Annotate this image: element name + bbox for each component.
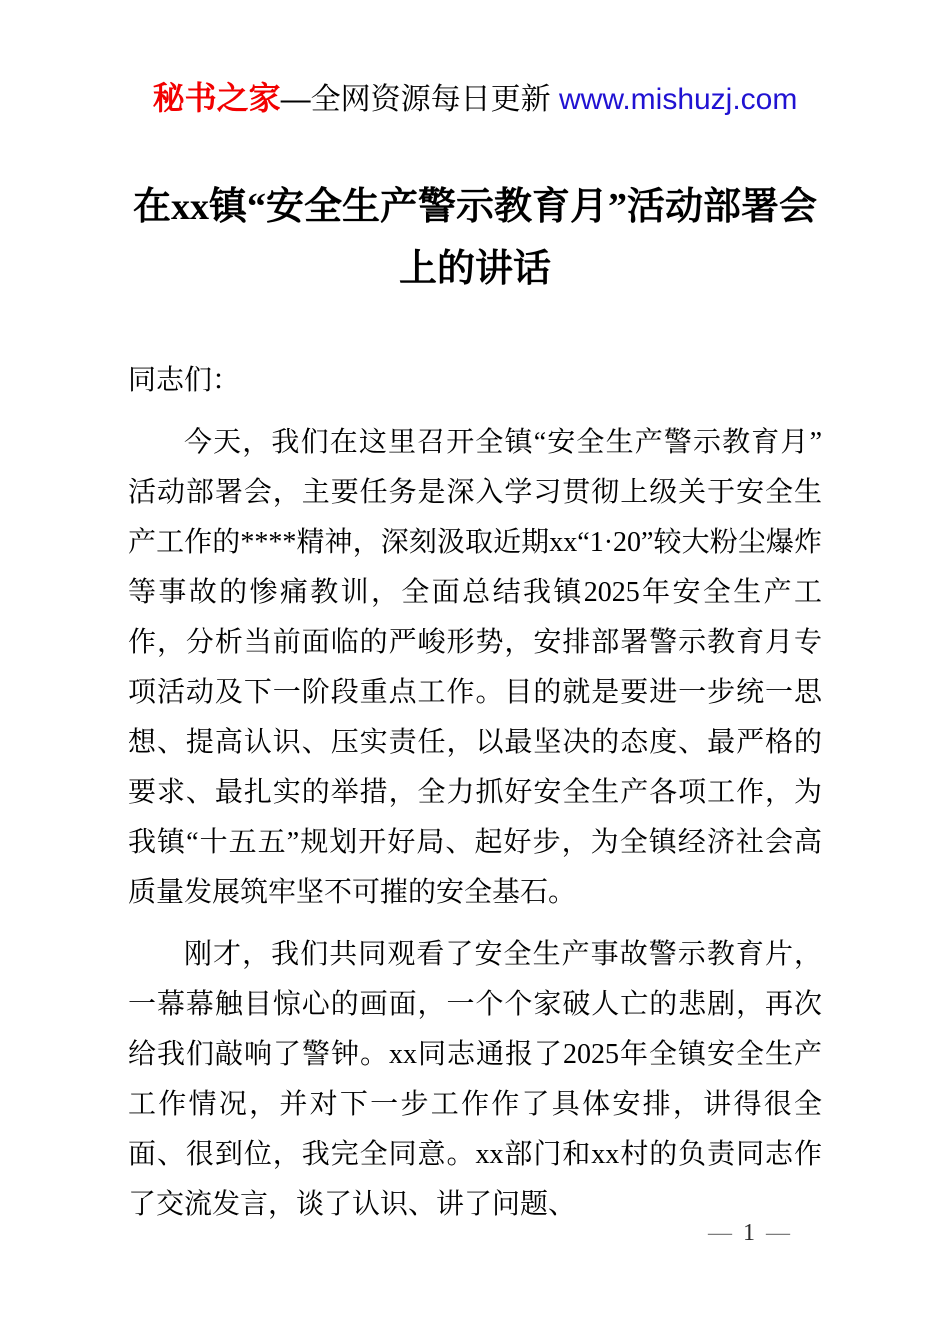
title-line-2: 上的讲话 xyxy=(398,248,551,290)
salutation: 同志们： xyxy=(128,365,241,396)
document-body xyxy=(128,356,822,1230)
document-title xyxy=(110,176,840,300)
paragraph-2: 刚才，我们共同观看了安全生产事故警示教育片，一幕幕触目惊心的画面，一个个家破人亡的悲剧，再次给我们敲响了警钟。xx同志通报了2025年全镇安全生产工作情况，并对下一步工作作了具体安排，讲得很全面、很到位，我完全同意。xx部门和xx村的负责同志作了交流发言，谈了认识、讲了问题、 xyxy=(128,939,822,1220)
site-url-link[interactable]: www.mishuzj.com xyxy=(558,83,798,116)
title-line-1: 在xx镇“安全生产警示教育月”活动部署会 xyxy=(132,186,817,228)
footer-dash-right: — xyxy=(766,1220,792,1246)
site-header xyxy=(0,0,950,120)
footer-dash-left: — xyxy=(708,1220,734,1246)
paragraph-1: 今天，我们在这里召开全镇“安全生产警示教育月”活动部署会，主要任务是深入学习贯彻上级关于安全生产工作的****精神，深刻汲取近期xx“1·20”较大粉尘爆炸等事故的惨痛教训，全面总结我镇2025年安全生产工作，分析当前面临的严峻形势，安排部署警示教育月专项活动及下一阶段重点工作。目的就是要进一步统一思想、提高认识、压实责任，以最坚决的态度、最严格的要求、最扎实的举措，全力抓好安全生产各项工作，为我镇“十五五”规划开好局、起好步，为全镇经济社会高质量发展筑牢坚不可摧的安全基石。 xyxy=(128,427,822,908)
site-brand: 秘书之家 xyxy=(152,80,281,116)
page-number: 1 xyxy=(743,1220,757,1246)
page-footer xyxy=(708,1220,792,1247)
site-tagline: —全网资源每日更新 xyxy=(280,83,559,116)
